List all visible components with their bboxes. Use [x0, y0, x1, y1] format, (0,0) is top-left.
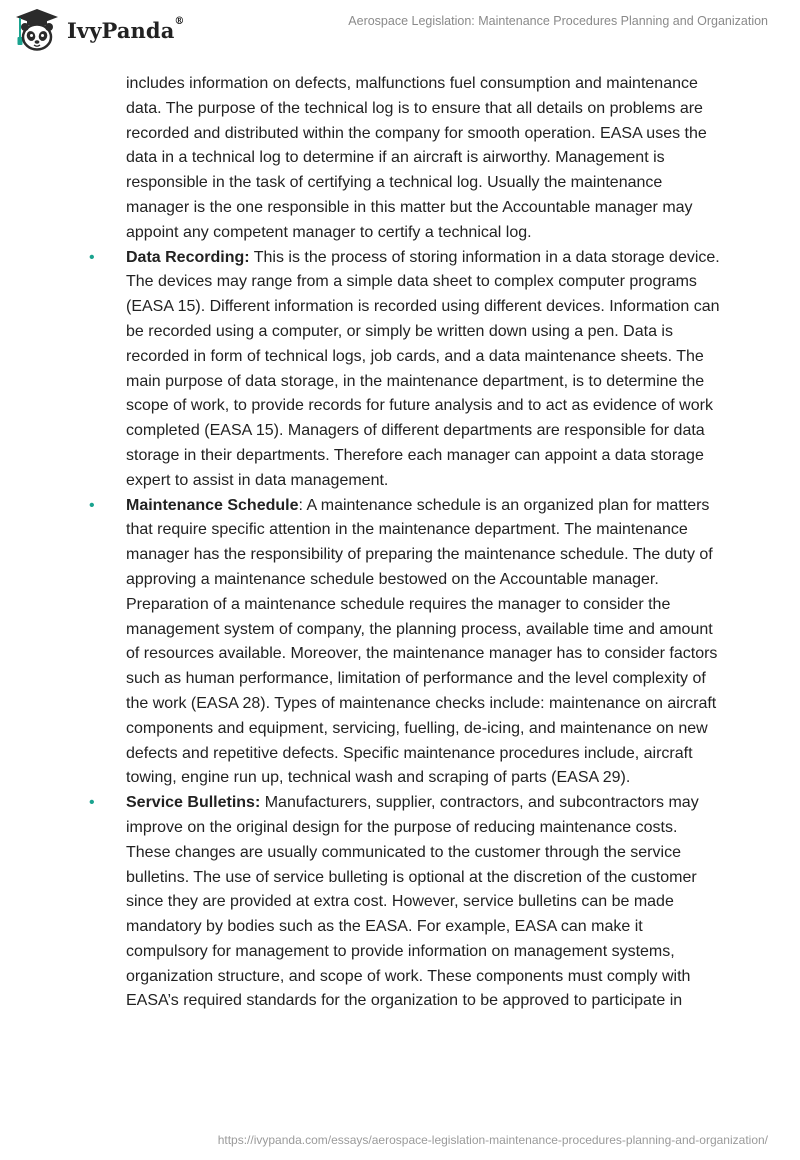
document-title: Aerospace Legislation: Maintenance Procedures Planning and Organization — [348, 14, 768, 28]
bullet-text: Manufacturers, supplier, contractors, and subcontractors may improve on the original design for the purpose of reducing maintenance costs. These changes are usually communicated to the customer through the service bulletins. The use of service bulleting is optional at the discretion of the customer since they are provided at extra cost. However, service bulletins can be made mandatory by bodies such as the EASA. For example, EASA can make it compulsory for management to provide information on management systems, organization structure, and scope of work. These components must comply with EASA’s required standards for the organization to be approved to participate in — [126, 794, 699, 1010]
panda-graduation-cap-icon — [14, 8, 60, 52]
bullet-term: Data Recording: — [126, 248, 250, 266]
bullet-term: Maintenance Schedule — [126, 496, 299, 514]
bullet-dot: • — [89, 248, 95, 266]
bullet-dot: • — [89, 496, 95, 514]
essay-body — [89, 72, 726, 1014]
bullet-text: This is the process of storing information in a data storage device. The devices may range from a simple data sheet to complex computer programs (EASA 15). Different information is recorded using different devices. Information can be recorded using a computer, or simply be written down using a pen. Data is recorded in form of technical logs, job cards, and a data maintenance sheets. The main purpose of data storage, in the maintenance department, is to determine the scope of work, to provide records for future analysis and to act as evidence of work completed (EASA 15). Managers of different departments are responsible for data storage in their departments. Therefore each manager can appoint a data storage expert to assist in data management. — [126, 248, 720, 489]
page-header — [0, 0, 800, 62]
source-url-link[interactable]: https://ivypanda.com/essays/aerospace-legislation-maintenance-procedures-planning-and-organization/ — [217, 1133, 768, 1147]
bullet-text: : A maintenance schedule is an organized plan for matters that require specific attention in the maintenance department. The maintenance manager has the responsibility of preparing the maintenance schedule. The duty of approving a maintenance schedule bestowed on the Accountable manager. Preparation of a maintenance schedule requires the manager to consider the management system of company, the planning process, available time and amount of resources available. Moreover, the maintenance manager has to consider factors such as human performance, limitation of performance and the level complexity of the work (EASA 28). Types of maintenance checks include: maintenance on aircraft components and equipment, servicing, fuelling, de-icing, and maintenance on new defects and repetitive defects. Specific maintenance procedures include, aircraft towing, engine run up, technical wash and scraping of parts (EASA 29). — [126, 496, 718, 787]
bullet-term: Service Bulletins: — [126, 794, 261, 812]
bullet-maintenance-schedule — [89, 494, 726, 792]
intro-paragraph: includes information on defects, malfunctions fuel consumption and maintenance data. The purpose of the technical log is to ensure that all details on problems are recorded and distributed within the company for smooth operation. EASA uses the data in a technical log to determine if an aircraft is airworthy. Management is responsible in the task of certifying a technical log. Usually the maintenance manager is the one responsible in this matter but the Accountable manager may appoint any competent manager to certify a technical log. — [126, 75, 707, 241]
registered-mark: ® — [174, 15, 185, 27]
brand-logo[interactable] — [14, 8, 185, 52]
brand-name: IvyPanda® — [67, 15, 185, 43]
bullet-dot: • — [89, 794, 95, 812]
bullet-service-bulletins — [89, 791, 726, 1014]
bullet-data-recording — [89, 246, 726, 494]
